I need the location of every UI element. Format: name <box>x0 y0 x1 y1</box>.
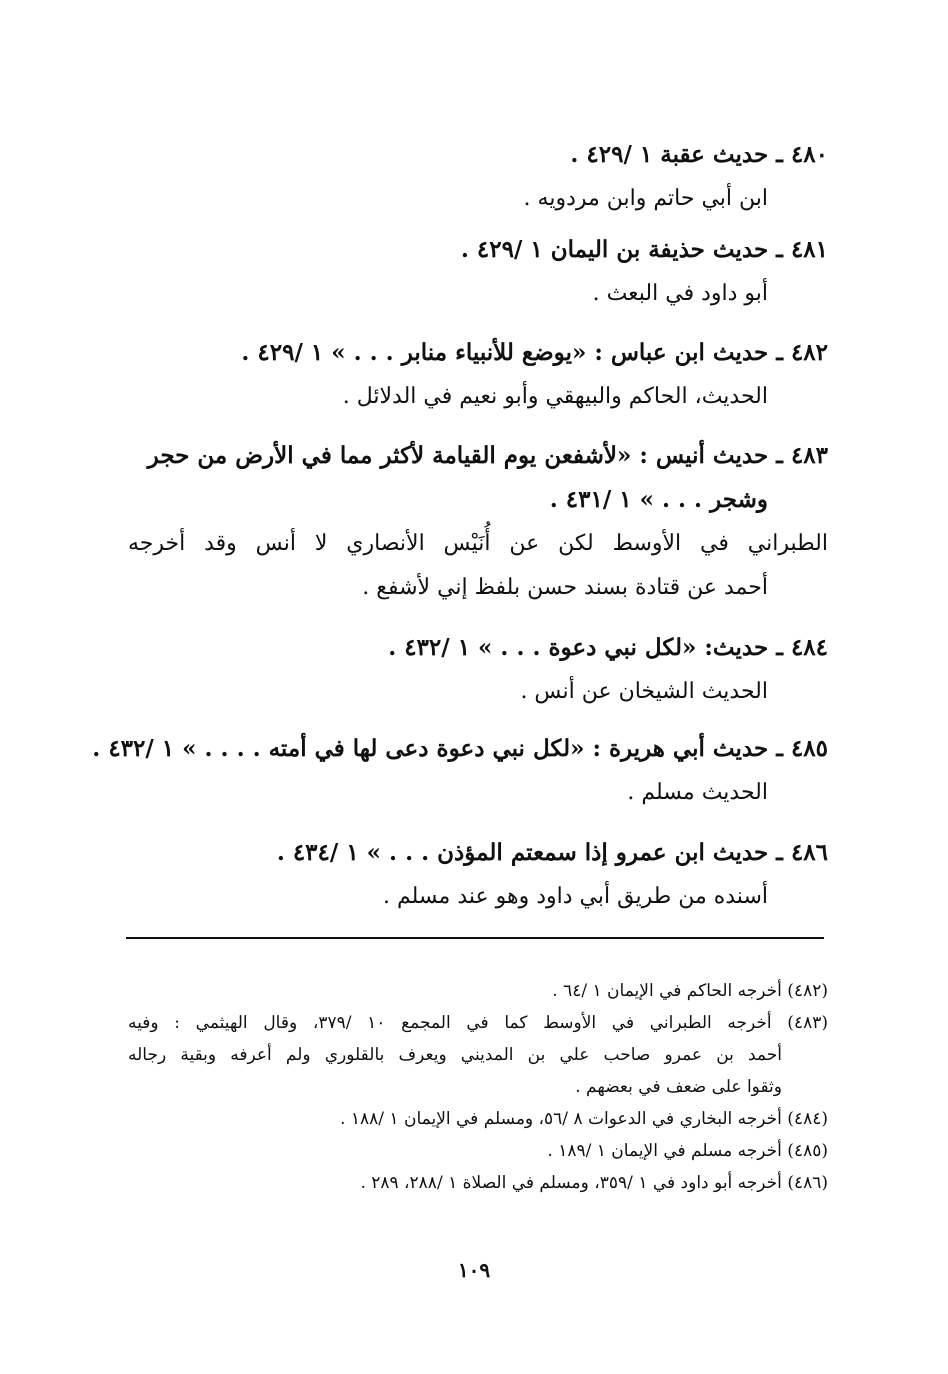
footnote-continuation: أحمد بن عمرو صاحب علي بن المديني ويعرف بالقلوري ولم أعرفه وبقية رجاله <box>128 1045 782 1065</box>
entry-heading: ٤٨٣ ـ حديث أنيس : «لأشفعن يوم القيامة لأكثر مما في الأرض من حجر <box>147 442 828 469</box>
footnote-divider <box>126 937 824 939</box>
entry-text: أبو داود في البعث . <box>592 281 768 306</box>
hadith-entry-482 <box>128 331 828 419</box>
footnote: (٤٨٤) أخرجه البخاري في الدعوات ٨ /٥٦، ومسلم في الإيمان ١ /١٨٨ . <box>340 1109 828 1129</box>
hadith-entry-486 <box>128 831 828 919</box>
entry-heading: ٤٨١ ـ حديث حذيفة بن اليمان ١ /٤٢٩ . <box>460 236 828 263</box>
entry-text: ابن أبي حاتم وابن مردويه . <box>523 186 768 211</box>
hadith-entry-484 <box>128 626 828 714</box>
entry-text: أحمد عن قتادة بسند حسن بلفظ إني لأشفع . <box>362 575 768 600</box>
entry-text: الطبراني في الأوسط لكن عن أُنَيْس الأنصاري لا أنس وقد أخرجه <box>128 531 828 556</box>
entry-heading: ٤٨٥ ـ حديث أبي هريرة : «لكل نبي دعوة دعى لها في أمته . . . . » ١ /٤٣٢ . <box>92 735 828 762</box>
hadith-entry-483 <box>128 434 828 610</box>
hadith-entry-480 <box>128 133 828 221</box>
footnote-continuation: وثقوا على ضعف في بعضهم . <box>575 1077 782 1097</box>
footnote: (٤٨٣) أخرجه الطبراني في الأوسط كما في المجمع ١٠ /٣٧٩، وقال الهيثمي : وفيه <box>128 1013 828 1033</box>
page-number: ١٠٩ <box>457 1258 491 1282</box>
hadith-entry-481 <box>128 228 828 316</box>
footnote: (٤٨٦) أخرجه أبو داود في ١ /٣٥٩، ومسلم في الصلاة ١ /٢٨٨، ٢٨٩ . <box>360 1173 828 1193</box>
footnotes <box>128 975 828 1199</box>
entry-text: الحديث مسلم . <box>627 780 768 805</box>
entry-heading: ٤٨٢ ـ حديث ابن عباس : «يوضع للأنبياء منابر . . . » ١ /٤٢٩ . <box>241 339 828 366</box>
entry-text: الحديث الشيخان عن أنس . <box>520 679 768 704</box>
entry-heading: ٤٨٠ ـ حديث عقبة ١ /٤٢٩ . <box>570 141 828 168</box>
entry-heading: ٤٨٦ ـ حديث ابن عمرو إذا سمعتم المؤذن . . . » ١ /٤٣٤ . <box>276 839 828 866</box>
entry-heading: ٤٨٤ ـ حديث: «لكل نبي دعوة . . . » ١ /٤٣٢ . <box>388 634 828 661</box>
footnote: (٤٨٥) أخرجه مسلم في الإيمان ١ /١٨٩ . <box>547 1141 828 1161</box>
entry-text: أسنده من طريق أبي داود وهو عند مسلم . <box>383 884 768 909</box>
footnote: (٤٨٢) أخرجه الحاكم في الإيمان ١ /٦٤ . <box>552 981 828 1001</box>
entry-text: الحديث، الحاكم والبيهقي وأبو نعيم في الدلائل . <box>342 384 768 409</box>
hadith-entry-485 <box>92 727 828 815</box>
entry-heading-continuation: وشجر . . . » ١ /٤٣١ . <box>549 486 768 513</box>
